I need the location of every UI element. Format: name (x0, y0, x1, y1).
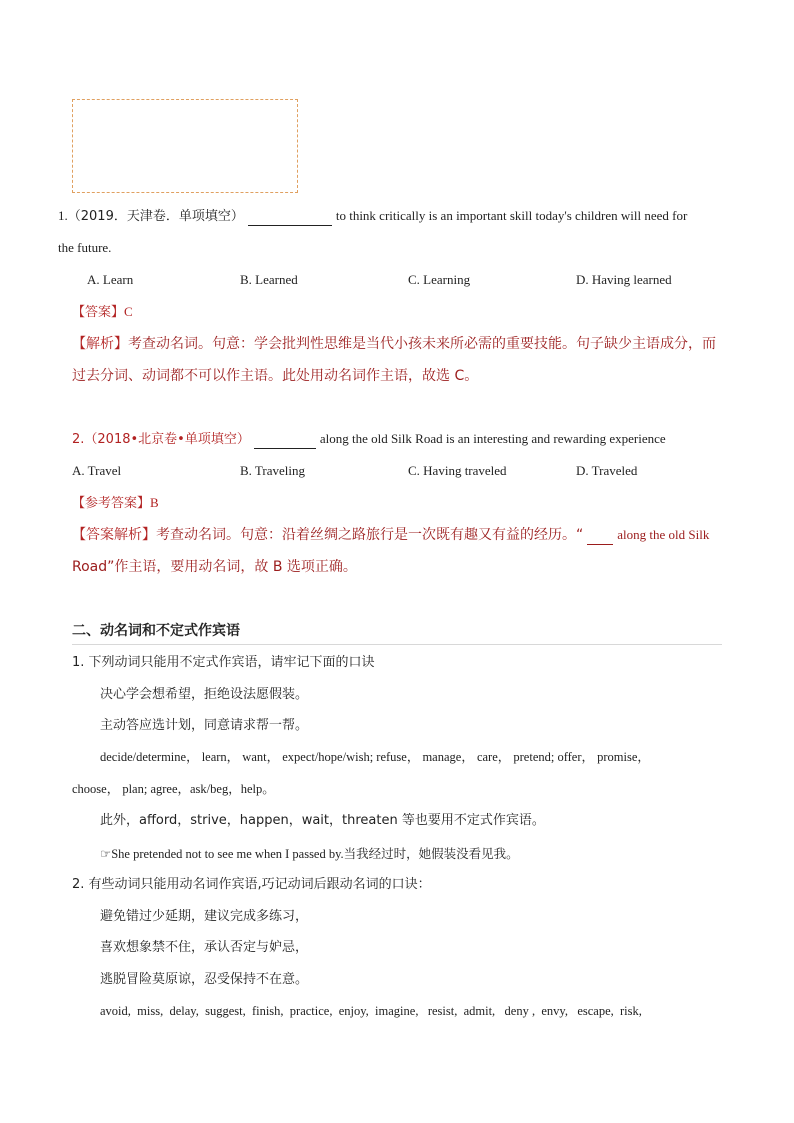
item2-rhyme3: 逃脱冒险莫原谅，忍受保持不在意。 (100, 972, 309, 987)
q1-option-c: C. Learning (408, 272, 471, 287)
item1-rhyme1: 决心学会想希望，拒绝设法愿假装。 (100, 687, 309, 702)
section2-title: 二、动名词和不定式作宾语 (72, 623, 240, 639)
item2-title: 2. 有些动词只能用动名词作宾语,巧记动词后跟动名词的口诀： (72, 877, 431, 892)
item2-rhyme1: 避免错过少延期，建议完成多练习， (100, 909, 309, 924)
q1-option-d: D. Having learned (576, 272, 672, 287)
q1-option-a: A. Learn (87, 272, 134, 287)
q1-answer-label: 【答案】 (72, 305, 125, 320)
q1-analysis-text1: 考查动名词。句意：学会批判性思维是当代小孩未来所必需的重要技能。句子缺少主语成分，而 (128, 336, 716, 352)
q1-option-b: B. Learned (240, 272, 298, 287)
q2-analysis-line1 (72, 526, 709, 545)
item1-rhyme2: 主动答应选计划，同意请求帮一帮。 (100, 718, 309, 733)
q1-analysis-line2: 过去分词、动词都不可以作主语。此处用动名词作主语，故选 C。 (72, 368, 479, 384)
q2-option-d: D. Traveled (576, 463, 638, 478)
item1-extra: 此外，afford，strive，happen，wait，threaten 等也要用不定式作宾语。 (100, 813, 545, 828)
q2-stem: along the old Silk Road is an interesting and rewarding experience (319, 431, 666, 446)
q2-option-c: C. Having traveled (408, 463, 507, 478)
q1-stem: to think critically is an important skill today's children will need for (335, 208, 688, 223)
q1-analysis-label: 【解析】 (72, 336, 128, 352)
q2-option-a: A. Travel (72, 463, 122, 478)
item1-words1: decide/determine， learn， want， expect/hope/wish; refuse， manage， care， pretend; offer， promise， (100, 750, 650, 764)
q2-option-b: B. Traveling (240, 463, 306, 478)
q2-blank (254, 434, 316, 449)
q1-analysis-line1 (72, 335, 716, 353)
item1-example: ☞She pretended not to see me when I passed by.当我经过时，她假装没看见我。 (100, 847, 519, 861)
section-divider (72, 644, 722, 645)
q2-analysis-en: along the old Silk (617, 527, 710, 542)
item1-title: 1. 下列动词只能用不定式作宾语，请牢记下面的口诀 (72, 655, 375, 670)
q2-prefix: 2.（2018•北京卷•单项填空） (72, 432, 250, 447)
q1-stem-continued: the future. (58, 240, 112, 255)
image-placeholder-box (72, 99, 298, 193)
item1-words2: choose， plan; agree，ask/beg，help。 (72, 782, 275, 796)
q1-answer (72, 303, 133, 322)
q1-stem-line (58, 207, 687, 226)
q2-stem-line (72, 430, 666, 449)
q2-analysis-text1: 考查动名词。句意：沿着丝绸之路旅行是一次既有趣又有益的经历。“ (156, 527, 584, 543)
item2-rhyme2: 喜欢想象禁不住，承认否定与妒忌， (100, 940, 309, 955)
q2-answer (72, 494, 159, 513)
q1-number: 1. (58, 208, 68, 223)
q1-answer-value: C (124, 304, 133, 319)
q2-answer-label: 【参考答案】 (72, 496, 151, 511)
q2-answer-value: B (150, 495, 159, 510)
q2-analysis-line2: Road”作主语，要用动名词，故 B 选项正确。 (72, 559, 357, 575)
q2-analysis-blank (587, 530, 613, 545)
q1-blank (248, 211, 332, 226)
item2-words1: avoid, miss, delay, suggest, finish, practice, enjoy, imagine, resist, admit, deny , envy, escape, risk, (100, 1004, 642, 1018)
q2-analysis-label: 【答案解析】 (72, 527, 156, 543)
q1-source: （2019．天津卷．单项填空） (67, 209, 244, 224)
